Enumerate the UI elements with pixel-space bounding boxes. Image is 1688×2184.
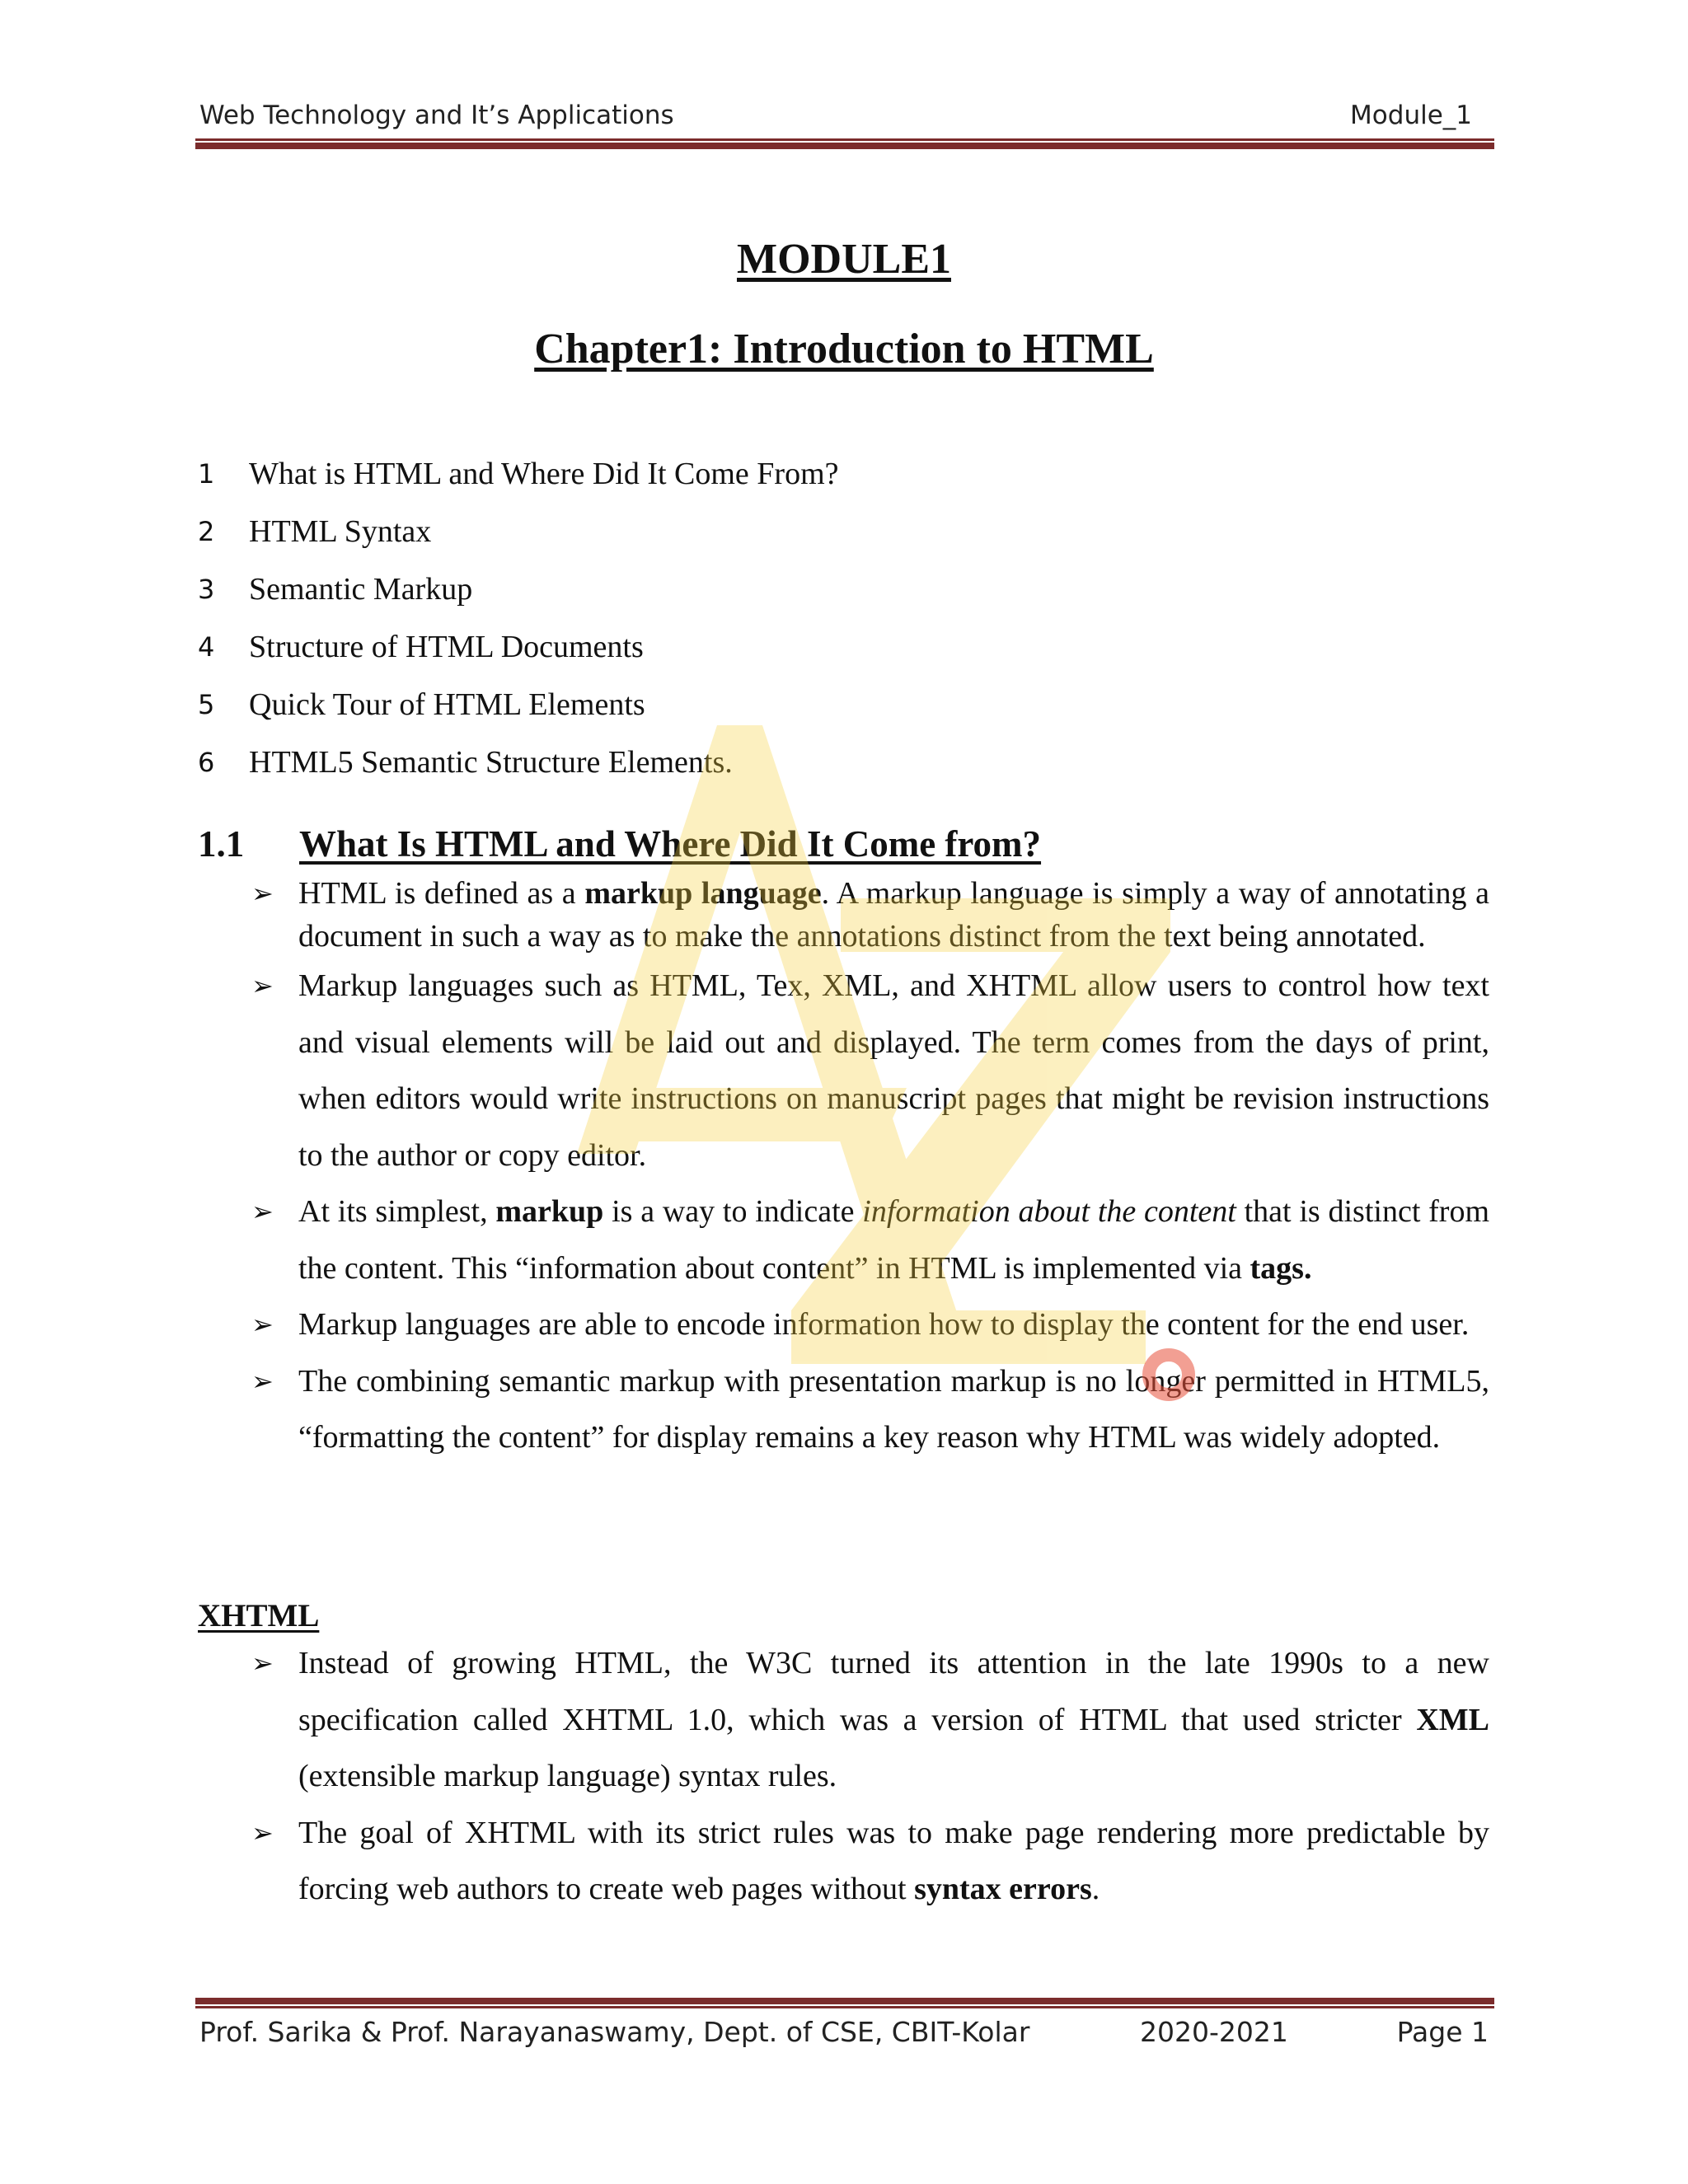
header-title: Web Technology and It’s Applications — [199, 101, 674, 130]
toc-item — [198, 445, 839, 503]
toc-item — [198, 733, 839, 791]
toc-item — [198, 618, 839, 676]
xhtml-bullets — [251, 1635, 1489, 1918]
arrow-bullet-icon: ➢ — [251, 1647, 274, 1679]
bullet-item: ➢ At its simplest, markup is a way to indicate information about the content that is distinct from the content. This “information about content” in HTML is implemented via tags. — [251, 1183, 1489, 1296]
bullet-item: ➢ HTML is defined as a markup language. A markup language is simply a way of annotating a document in such a way as to make the annotations distinct from the text being annotated. — [251, 872, 1489, 958]
toc-text: Structure of HTML Documents — [249, 630, 644, 664]
bullet-item: ➢ Markup languages are able to encode information how to display the content for the end user. — [251, 1296, 1489, 1353]
toc-item — [198, 676, 839, 733]
toc-text: HTML Syntax — [249, 514, 432, 549]
toc-text: What is HTML and Where Did It Come From? — [249, 457, 839, 491]
section-heading — [198, 823, 1041, 865]
footer-page-number: Page 1 — [1396, 2016, 1489, 2048]
section-number: 1.1 — [198, 823, 245, 865]
toc-text: Quick Tour of HTML Elements — [249, 687, 645, 722]
toc-text: Semantic Markup — [249, 572, 473, 607]
toc-text: HTML5 Semantic Structure Elements. — [249, 745, 733, 780]
footer-rule-thin — [195, 2006, 1494, 2008]
toc-number: 1 — [198, 458, 215, 490]
toc-item — [198, 560, 839, 618]
toc-number: 3 — [198, 574, 215, 605]
arrow-bullet-icon: ➢ — [251, 878, 274, 909]
header-rule-thick — [195, 143, 1494, 149]
header-module: Module_1 — [1350, 101, 1472, 130]
arrow-bullet-icon: ➢ — [251, 1309, 274, 1340]
footer-rule-thick — [195, 1998, 1494, 2004]
table-of-contents — [198, 445, 839, 791]
arrow-bullet-icon: ➢ — [251, 1365, 274, 1397]
bullet-item: ➢ The combining semantic markup with presentation markup is no longer permitted in HTML5, “formatting the content” for display remains a key reason why HTML was widely adopted. — [251, 1353, 1489, 1466]
footer-year: 2020-2021 — [1140, 2016, 1288, 2048]
bullet-item: ➢ The goal of XHTML with its strict rules was to make page rendering more predictable by forcing web authors to create web pages without syntax errors. — [251, 1805, 1489, 1918]
xhtml-heading: XHTML — [198, 1598, 320, 1633]
header-rule-thin — [195, 138, 1494, 141]
toc-item — [198, 503, 839, 560]
chapter-title: Chapter1: Introduction to HTML — [534, 326, 1154, 373]
toc-number: 2 — [198, 516, 215, 547]
arrow-bullet-icon: ➢ — [251, 970, 274, 1001]
footer-authors: Prof. Sarika & Prof. Narayanaswamy, Dept. of CSE, CBIT-Kolar — [199, 2016, 1030, 2048]
arrow-bullet-icon: ➢ — [251, 1816, 274, 1849]
toc-number: 6 — [198, 747, 215, 778]
module-title: MODULE1 — [737, 236, 951, 283]
section-bullets — [251, 872, 1489, 1466]
bullet-item: ➢ Instead of growing HTML, the W3C turned its attention in the late 1990s to a new specification called XHTML 1.0, which was a version of HTML that used stricter XML (extensible markup language) syntax rules. — [251, 1635, 1489, 1805]
arrow-bullet-icon: ➢ — [251, 1196, 274, 1227]
section-title: What Is HTML and Where Did It Come from? — [299, 823, 1042, 865]
toc-number: 5 — [198, 689, 215, 720]
bullet-item: ➢ Markup languages such as HTML, Tex, XML, and XHTML allow users to control how text and visual elements will be laid out and displayed. The term comes from the days of print, when editors would write instructions on manuscript pages that might be revision instructions to the author or copy editor. — [251, 958, 1489, 1183]
toc-number: 4 — [198, 631, 215, 663]
